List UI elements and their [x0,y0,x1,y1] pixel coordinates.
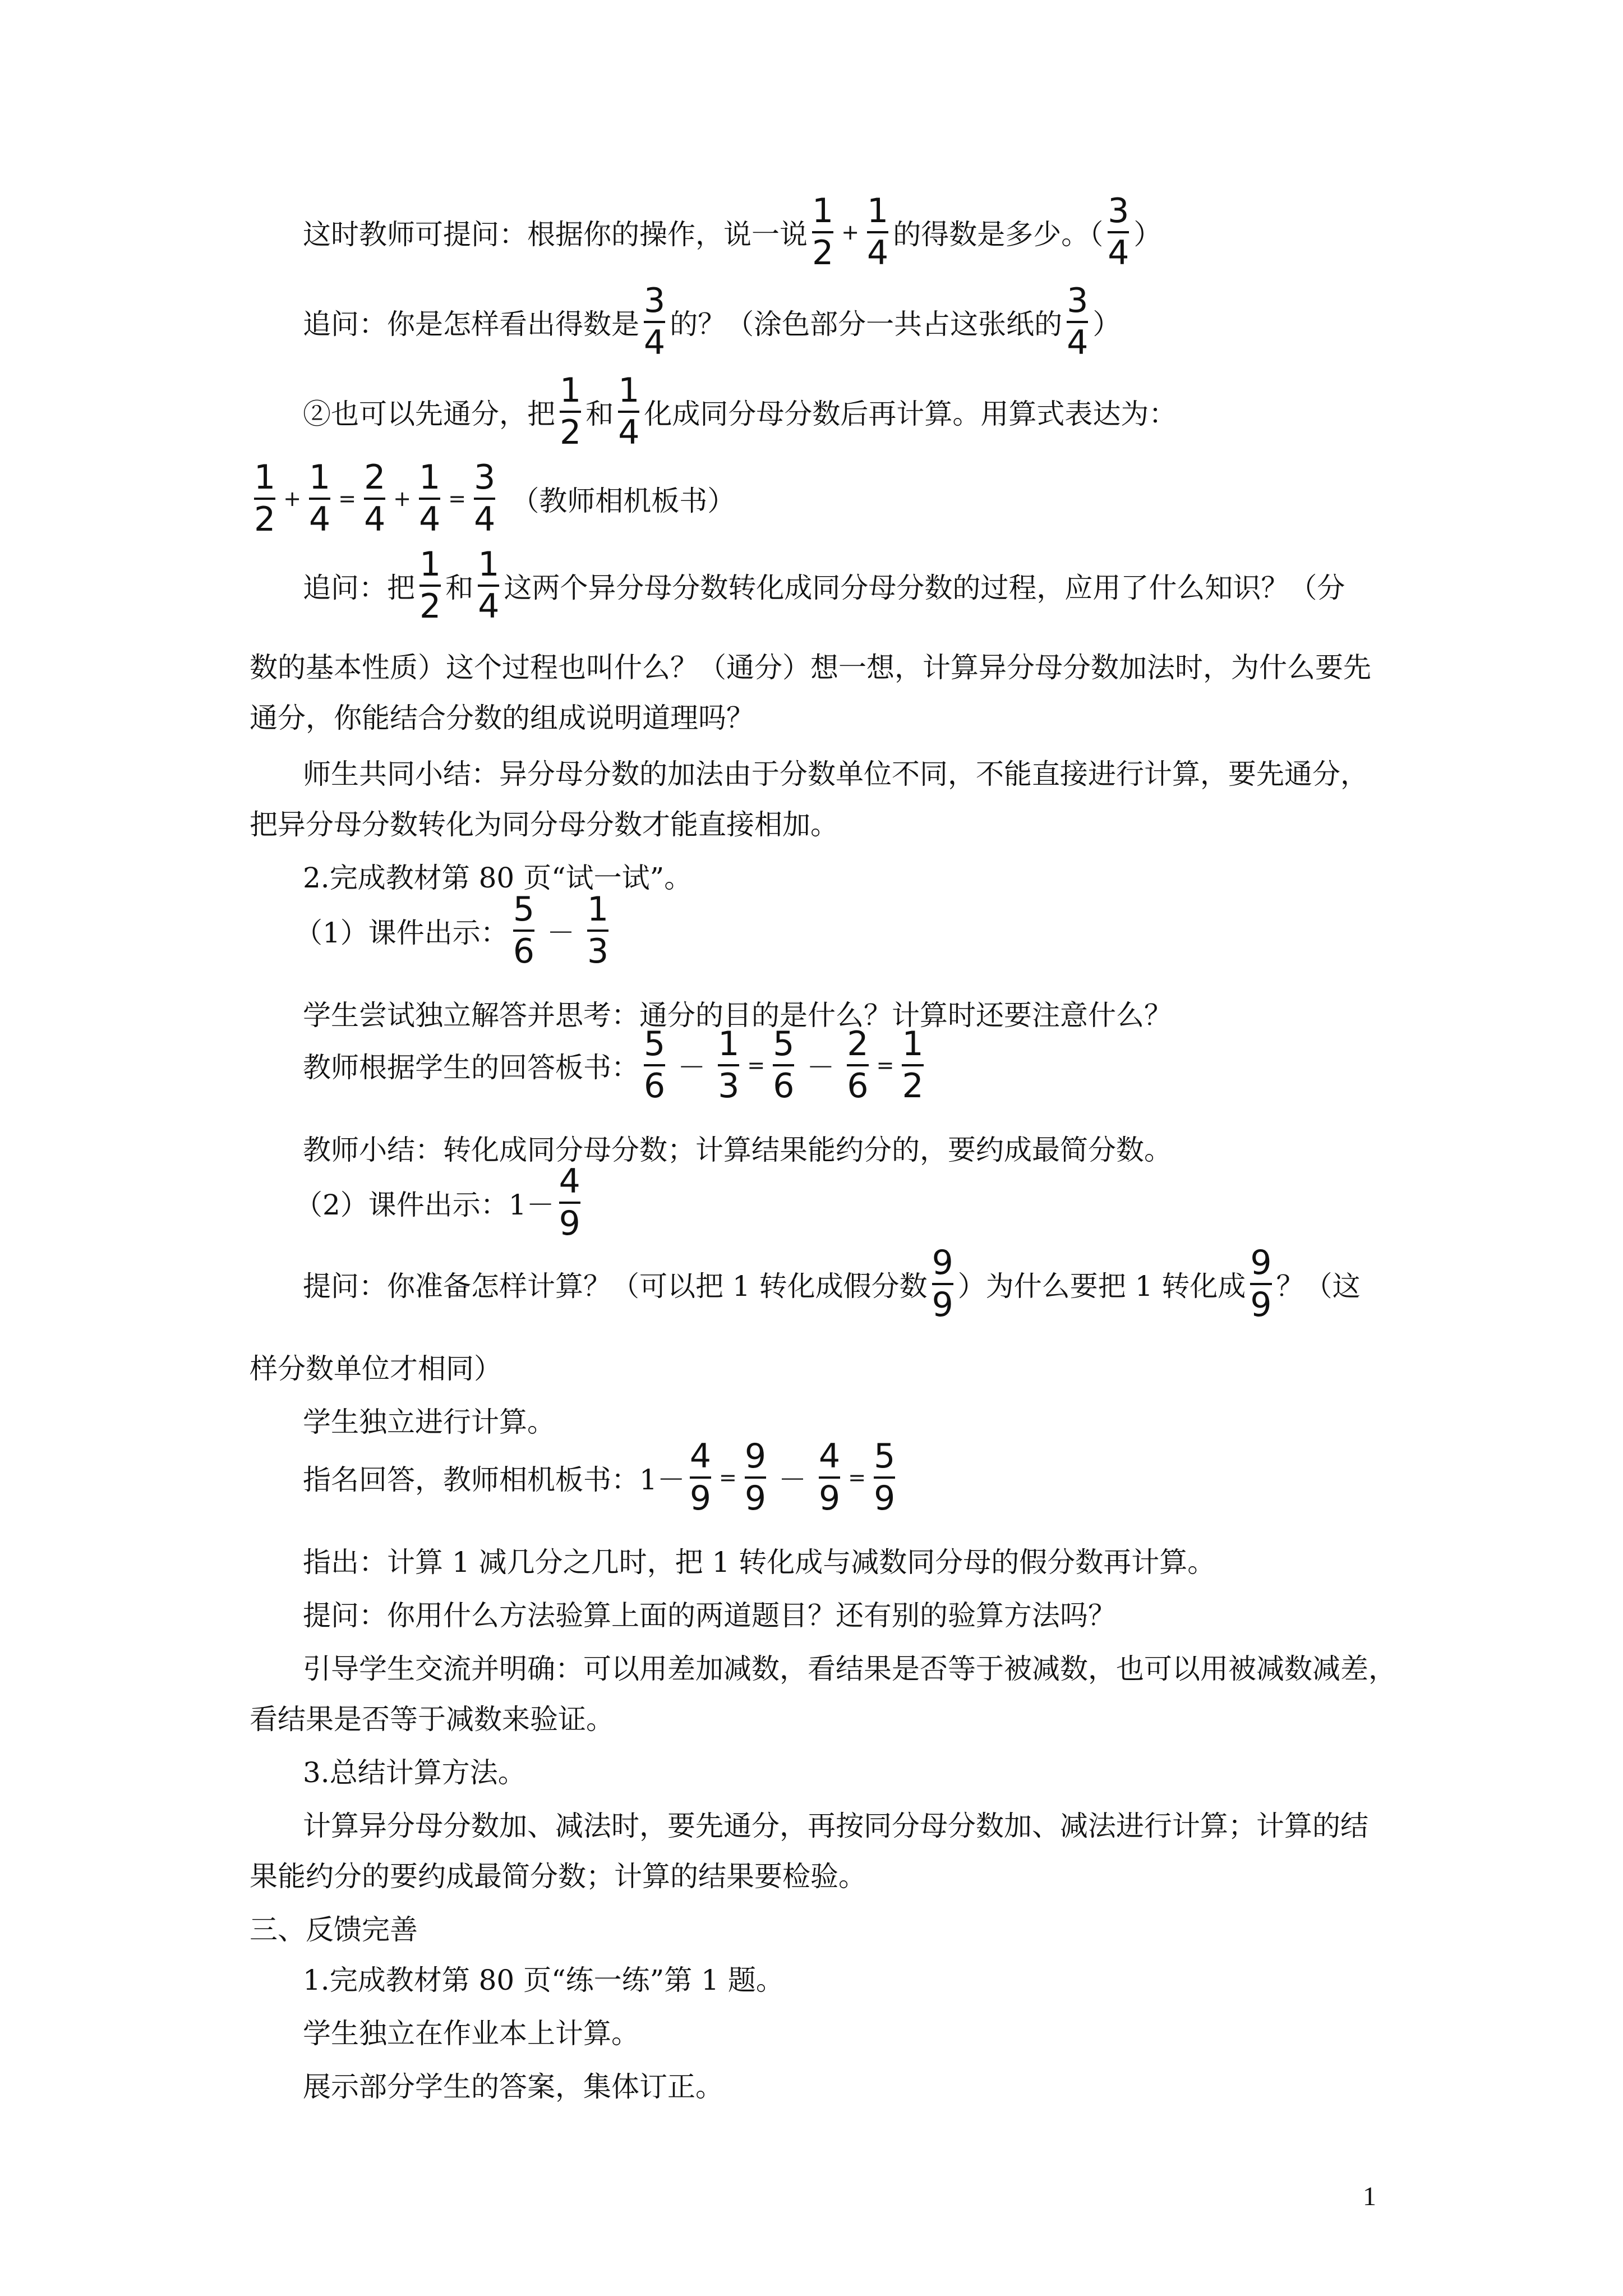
fraction: $\frac{1}{4}$ [419,458,441,539]
fraction: $\frac{3}{4}$ [474,458,496,539]
fraction: $\frac{1}{4}$ [618,371,640,452]
text-run: ）为什么要把 1 转化成 [957,1270,1246,1303]
text-run: 和 [445,572,474,604]
paragraph-line: 数的基本性质）这个过程也叫什么？（通分）想一想，计算异分母分数加法时，为什么要先 [250,651,1371,684]
fraction: $\frac{4}{9}$ [559,1162,580,1243]
fraction: $\frac{1}{2}$ [419,545,441,626]
plus-sign: + [841,220,860,245]
text-run: 提问：你准备怎样计算？（可以把 1 转化成假分数 [303,1270,928,1303]
text-run: 的？（涂色部分一共占这张纸的 [670,308,1063,341]
fraction: $\frac{5}{6}$ [773,1024,795,1106]
fraction: $\frac{2}{6}$ [847,1024,869,1106]
paragraph-line: 果能约分的要约成最简分数；计算的结果要检验。 [250,1860,866,1893]
paragraph-line: 提问：你用什么方法验算上面的两道题目？还有别的验算方法吗？ [303,1599,1116,1632]
text-run: （教师相机板书） [511,485,736,517]
text-run: 这两个异分母分数转化成同分母分数的过程，应用了什么知识？（分 [504,572,1345,604]
paragraph-line: 样分数单位才相同） [250,1352,502,1385]
fraction: $\frac{3}{4}$ [1067,281,1089,362]
fraction: $\frac{9}{9}$ [932,1243,953,1324]
fraction: $\frac{9}{9}$ [744,1437,767,1518]
fraction: $\frac{5}{6}$ [644,1024,666,1106]
fraction: $\frac{5}{6}$ [513,890,534,971]
fraction: $\frac{5}{9}$ [874,1437,896,1518]
paragraph-line: 引导学生交流并明确：可以用差加减数，看结果是否等于被减数，也可以用被减数减差， [303,1653,1396,1685]
text-run: 的得数是多少。（ [893,218,1104,251]
fraction: $\frac{1}{3}$ [718,1024,740,1106]
text-run: ？（这 [1276,1270,1361,1303]
fraction: $\frac{1}{3}$ [587,890,609,971]
fraction: $\frac{1}{2}$ [254,458,276,539]
fraction: $\frac{1}{4}$ [478,545,500,626]
paragraph-line: 指出：计算 1 减几分之几时，把 1 转化成与减数同分母的假分数再计算。 [303,1546,1216,1579]
fraction: $\frac{4}{9}$ [689,1437,711,1518]
text-run: 追问：把 [303,572,415,604]
paragraph-line [0,1245,1623,1323]
equation-line: $\frac{1}{2}$ + $\frac{1}{4}$ = $\frac{2}{4}$ + $\frac{1}{4}$ = $\frac{3}{4}$ （教师相机板书） [254,458,736,539]
paragraph-line: 计算异分母分数加、减法时，要先通分，再按同分母分数加、减法进行计算；计算的结 [303,1810,1368,1842]
fraction: $\frac{1}{2}$ [812,191,834,273]
paragraph-line: 看结果是否等于减数来验证。 [250,1703,614,1736]
text-run: （2）课件出示：1－ [294,1189,555,1221]
paragraph-line [0,191,1623,273]
text-run: 和 [585,398,614,430]
fraction: $\frac{4}{9}$ [819,1437,841,1518]
paragraph-line: 学生独立在作业本上计算。 [303,2017,639,2050]
paragraph-line: 教师根据学生的回答板书： $\frac{5}{6}$ － $\frac{1}{3}$ = $\frac{5}{6}$ － $\frac{2}{6}$ = $\frac{1}{2}$ [303,1024,924,1106]
fraction: $\frac{1}{2}$ [902,1024,924,1106]
paragraph-line [0,283,1623,361]
fraction: $\frac{1}{4}$ [309,458,331,539]
fraction: $\frac{3}{4}$ [644,281,666,362]
fraction: $\frac{2}{4}$ [364,458,386,539]
section-item: 3.总结计算方法。 [303,1756,526,1789]
fraction: $\frac{3}{4}$ [1108,191,1129,273]
text-run: 这时教师可提问：根据你的操作，说一说 [303,218,808,251]
paragraph-line: 师生共同小结：异分母分数的加法由于分数单位不同，不能直接进行计算，要先通分， [303,758,1368,790]
section-heading: 三、反馈完善 [250,1913,418,1946]
paragraph-line [0,1164,1623,1241]
text-run: 教师根据学生的回答板书： [303,1051,639,1084]
paragraph-line: 学生尝试独立解答并思考：通分的目的是什么？计算时还要注意什么？ [303,999,1172,1032]
paragraph-line: 指名回答，教师相机板书：1－ $\frac{4}{9}$ = $\frac{9}{9}$ － $\frac{4}{9}$ = $\frac{5}{9}$ [303,1437,896,1518]
section-item: 1.完成教材第 80 页“练一练”第 1 题。 [303,1964,784,1996]
text-run: 追问：你是怎样看出得数是 [303,308,639,341]
text-run: 化成同分母分数后再计算。用算式表达为： [644,398,1177,430]
text-run: ②也可以先通分，把 [303,398,555,430]
paragraph-line: 把异分母分数转化为同分母分数才能直接相加。 [250,808,838,841]
paragraph-line: 通分，你能结合分数的组成说明道理吗？ [250,702,754,734]
paragraph-line: 展示部分学生的答案，集体订正。 [303,2070,723,2103]
paragraph-line [0,373,1623,450]
fraction: $\frac{9}{9}$ [1250,1243,1272,1324]
section-item: 2.完成教材第 80 页“试一试”。 [303,862,693,894]
text-run: ） [1092,308,1121,341]
fraction: $\frac{1}{4}$ [867,191,889,273]
text-run: 指名回答，教师相机板书：1－ [303,1464,685,1496]
text-run: （1）课件出示： [294,917,509,949]
paragraph-line: 教师小结：转化成同分母分数；计算结果能约分的，要约成最简分数。 [303,1134,1172,1166]
fraction: $\frac{1}{2}$ [560,371,582,452]
paragraph-line: （1）课件出示： $\frac{5}{6}$ － $\frac{1}{3}$ [294,890,609,971]
text-run: ） [1133,218,1162,251]
paragraph-line [0,547,1623,624]
page-number: 1 [1363,2182,1376,2211]
paragraph-line: 学生独立进行计算。 [303,1406,555,1438]
